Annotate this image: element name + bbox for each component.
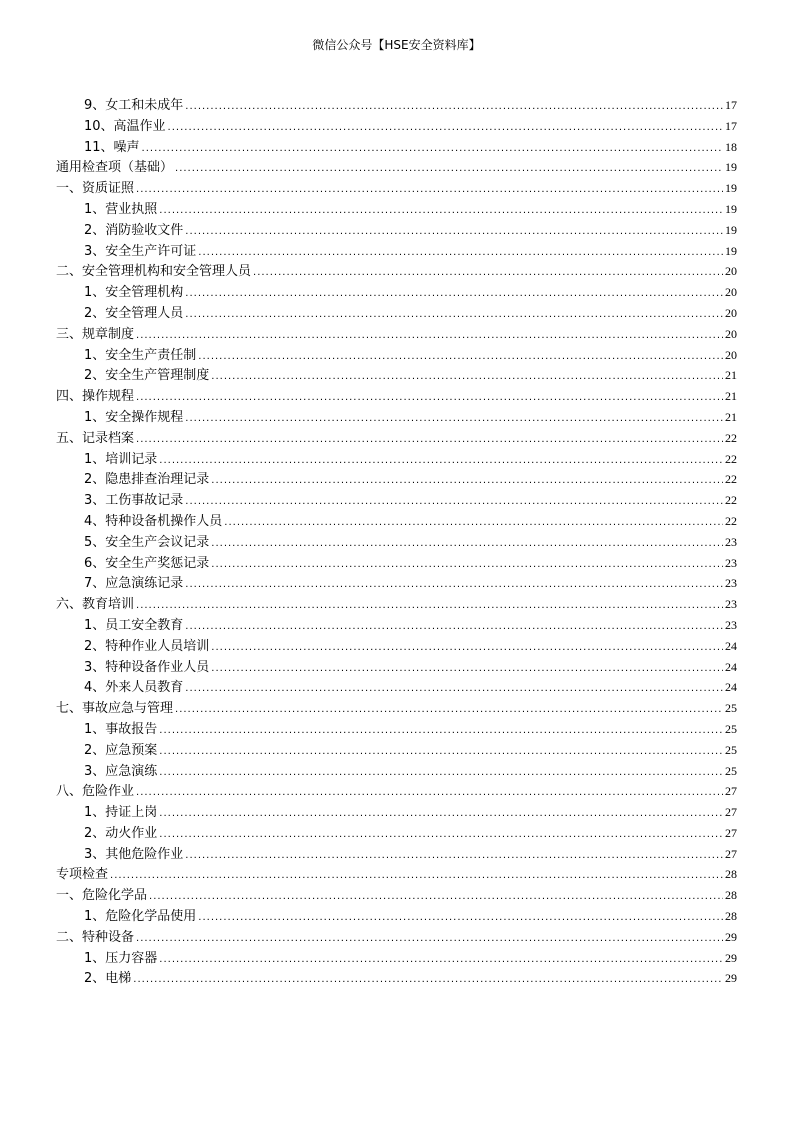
dot-leader: [136, 180, 723, 201]
toc-entry[interactable]: [56, 345, 737, 366]
toc-entry-title: 3、安全生产许可证: [84, 243, 197, 259]
toc-entry-title: 1、危险化学品使用: [84, 909, 197, 925]
toc-entry-page-number: 21: [725, 368, 737, 383]
dot-leader: [198, 243, 723, 264]
dot-leader: [185, 846, 723, 867]
toc-entry-page-number: 25: [725, 742, 737, 757]
toc-entry-title: 专项检查: [56, 867, 109, 883]
toc-entry-title: 4、特种设备机操作人员: [84, 513, 223, 529]
toc-entry[interactable]: [56, 532, 737, 553]
dot-leader: [198, 347, 723, 368]
toc-entry-title: 二、安全管理机构和安全管理人员: [56, 264, 252, 280]
toc-entry-page-number: 19: [725, 160, 737, 175]
dot-leader: [159, 763, 723, 784]
dot-leader: [159, 721, 723, 742]
toc-entry-title: 10、高温作业: [84, 118, 166, 134]
toc-entry[interactable]: [56, 116, 737, 137]
toc-entry-page-number: 27: [725, 846, 737, 861]
toc-entry-page-number: 29: [725, 971, 737, 986]
dot-leader: [185, 575, 723, 596]
toc-entry[interactable]: [56, 823, 737, 844]
toc-entry-title: 1、持证上岗: [84, 805, 158, 821]
toc-entry-page-number: 23: [725, 617, 737, 632]
toc-entry[interactable]: [56, 885, 737, 906]
page-header: 微信公众号【HSE安全资料库】: [312, 38, 481, 52]
toc-entry[interactable]: [56, 241, 737, 262]
toc-entry[interactable]: [56, 636, 737, 657]
toc-entry-title: 1、员工安全教育: [84, 617, 184, 633]
toc-entry[interactable]: [56, 906, 737, 927]
toc-entry-page-number: 17: [725, 98, 737, 112]
dot-leader: [149, 887, 723, 908]
toc-entry-title: 4、外来人员教育: [84, 680, 184, 696]
toc-entry-page-number: 22: [725, 451, 737, 466]
toc-entry-title: 一、危险化学品: [56, 888, 148, 904]
dot-leader: [211, 471, 723, 492]
toc-entry-page-number: 27: [725, 805, 737, 820]
dot-leader: [159, 742, 723, 763]
toc-entry-title: 1、培训记录: [84, 451, 158, 467]
toc-entry-page-number: 23: [725, 534, 737, 549]
toc-entry-title: 二、特种设备: [56, 929, 135, 945]
toc-entry[interactable]: [56, 220, 737, 241]
dot-leader: [142, 139, 723, 160]
dot-leader: [253, 263, 723, 284]
dot-leader: [224, 513, 723, 534]
toc-entry-page-number: 21: [725, 389, 737, 404]
toc-entry[interactable]: [56, 199, 737, 220]
dot-leader: [185, 492, 723, 513]
dot-leader: [159, 950, 723, 971]
dot-leader: [185, 617, 723, 638]
toc-entry[interactable]: [56, 137, 737, 158]
toc-entry[interactable]: [56, 324, 737, 345]
dot-leader: [185, 222, 723, 243]
toc-entry-page-number: 21: [725, 409, 737, 424]
toc-entry-title: 11、噪声: [84, 139, 140, 155]
toc-entry-title: 1、安全管理机构: [84, 285, 184, 301]
toc-entry-page-number: 23: [725, 576, 737, 591]
toc-entry-page-number: 20: [725, 347, 737, 362]
toc-entry-page-number: 20: [725, 305, 737, 320]
dot-leader: [159, 451, 723, 472]
dot-leader: [159, 201, 723, 222]
dot-leader: [159, 804, 723, 825]
toc-entry-page-number: 28: [725, 909, 737, 924]
dot-leader: [185, 409, 723, 430]
toc-entry-page-number: 19: [725, 201, 737, 216]
toc-entry-title: 1、安全操作规程: [84, 409, 184, 425]
dot-leader: [175, 700, 723, 721]
toc-entry-title: 3、特种设备作业人员: [84, 659, 210, 675]
toc-entry-title: 1、事故报告: [84, 721, 158, 737]
dot-leader: [136, 326, 723, 347]
dot-leader: [185, 284, 723, 305]
toc-entry-title: 八、危险作业: [56, 784, 135, 800]
dot-leader: [175, 159, 723, 180]
toc-entry-title: 6、安全生产奖惩记录: [84, 555, 210, 571]
toc-entry-page-number: 20: [725, 264, 737, 279]
toc-entry[interactable]: [56, 553, 737, 574]
toc-entry-page-number: 19: [725, 181, 737, 196]
toc-entry-page-number: 18: [725, 139, 737, 154]
toc-entry[interactable]: [56, 740, 737, 761]
toc-entry-title: 2、动火作业: [84, 825, 158, 841]
toc-entry[interactable]: [56, 927, 737, 948]
toc-entry[interactable]: [56, 282, 737, 303]
toc-entry-page-number: 29: [725, 950, 737, 965]
toc-entry[interactable]: [56, 761, 737, 782]
toc-entry-page-number: 20: [725, 285, 737, 300]
toc-entry-title: 四、操作规程: [56, 389, 135, 405]
toc-entry-page-number: 28: [725, 867, 737, 882]
toc-entry-title: 2、特种作业人员培训: [84, 638, 210, 654]
toc-entry-title: 2、安全管理人员: [84, 305, 184, 321]
dot-leader: [198, 908, 723, 929]
toc-entry-title: 1、压力容器: [84, 950, 158, 966]
toc-entry-page-number: 25: [725, 763, 737, 778]
toc-entry-title: 三、规章制度: [56, 326, 135, 342]
toc-entry-page-number: 19: [725, 243, 737, 258]
toc-entry-title: 1、安全生产责任制: [84, 347, 197, 363]
dot-leader: [136, 430, 723, 451]
toc-entry[interactable]: [56, 781, 737, 802]
toc-entry[interactable]: [56, 178, 737, 199]
toc-entry[interactable]: [56, 948, 737, 969]
toc-entry-page-number: 22: [725, 513, 737, 528]
dot-leader: [185, 305, 723, 326]
dot-leader: [211, 638, 723, 659]
toc-entry-page-number: 22: [725, 493, 737, 508]
toc-entry-title: 五、记录档案: [56, 430, 135, 446]
toc-entry-title: 7、应急演练记录: [84, 576, 184, 592]
toc-entry-page-number: 28: [725, 888, 737, 903]
toc-entry-title: 1、营业执照: [84, 201, 158, 217]
toc-entry[interactable]: [56, 469, 737, 490]
toc-entry[interactable]: [56, 968, 737, 989]
toc-entry-page-number: 24: [725, 659, 737, 674]
toc-entry-title: 3、其他危险作业: [84, 846, 184, 862]
toc-entry[interactable]: [56, 428, 737, 449]
dot-leader: [211, 367, 723, 388]
toc-entry-page-number: 20: [725, 326, 737, 341]
toc-entry-page-number: 17: [725, 118, 737, 133]
toc-entry-page-number: 24: [725, 680, 737, 695]
toc-entry-page-number: 27: [725, 825, 737, 840]
toc-entry[interactable]: [56, 449, 737, 470]
toc-entry-page-number: 25: [725, 701, 737, 716]
toc-entry[interactable]: [56, 407, 737, 428]
toc-entry[interactable]: [56, 261, 737, 282]
toc-entry-page-number: 29: [725, 929, 737, 944]
toc-entry-title: 一、资质证照: [56, 181, 135, 197]
toc-entry[interactable]: [56, 303, 737, 324]
toc-entry[interactable]: [56, 95, 737, 116]
toc-entry-page-number: 23: [725, 597, 737, 612]
toc-entry[interactable]: [56, 157, 737, 178]
dot-leader: [211, 659, 723, 680]
toc-entry[interactable]: [56, 386, 737, 407]
toc-entry-page-number: 27: [725, 784, 737, 799]
toc-entry-title: 9、女工和未成年: [84, 98, 184, 113]
toc-entry-title: 3、工伤事故记录: [84, 493, 184, 509]
toc-entry-title: 2、电梯: [84, 971, 132, 987]
dot-leader: [185, 97, 723, 118]
toc-entry-title: 5、安全生产会议记录: [84, 534, 210, 550]
toc-entry-page-number: 25: [725, 721, 737, 736]
dot-leader: [136, 388, 723, 409]
dot-leader: [168, 118, 723, 139]
toc-entry-title: 2、隐患排查治理记录: [84, 472, 210, 488]
toc-entry-title: 2、应急预案: [84, 742, 158, 758]
dot-leader: [136, 596, 723, 617]
toc-entry[interactable]: [56, 573, 737, 594]
toc-entry[interactable]: [56, 594, 737, 615]
toc-entry[interactable]: [56, 615, 737, 636]
toc-entry-page-number: 22: [725, 472, 737, 487]
toc-entry[interactable]: [56, 719, 737, 740]
toc-entry[interactable]: [56, 657, 737, 678]
dot-leader: [185, 679, 723, 700]
table-of-contents: [56, 95, 737, 989]
toc-entry-page-number: 24: [725, 638, 737, 653]
toc-entry[interactable]: [56, 677, 737, 698]
dot-leader: [110, 866, 723, 887]
dot-leader: [133, 970, 723, 991]
toc-entry-title: 3、应急演练: [84, 763, 158, 779]
toc-entry-title: 六、教育培训: [56, 597, 135, 613]
toc-entry[interactable]: [56, 844, 737, 865]
dot-leader: [211, 555, 723, 576]
toc-entry[interactable]: [56, 698, 737, 719]
toc-entry-page-number: 22: [725, 430, 737, 445]
toc-entry[interactable]: [56, 802, 737, 823]
toc-entry[interactable]: [56, 490, 737, 511]
toc-entry-title: 七、事故应急与管理: [56, 701, 174, 717]
toc-entry-page-number: 23: [725, 555, 737, 570]
dot-leader: [159, 825, 723, 846]
toc-entry[interactable]: [56, 365, 737, 386]
toc-entry[interactable]: [56, 511, 737, 532]
dot-leader: [136, 929, 723, 950]
toc-entry-title: 通用检查项（基础）: [56, 160, 174, 176]
toc-entry-title: 2、安全生产管理制度: [84, 368, 210, 384]
dot-leader: [211, 534, 723, 555]
toc-entry-page-number: 19: [725, 222, 737, 237]
toc-entry[interactable]: [56, 864, 737, 885]
toc-entry-title: 2、消防验收文件: [84, 222, 184, 238]
dot-leader: [136, 783, 723, 804]
